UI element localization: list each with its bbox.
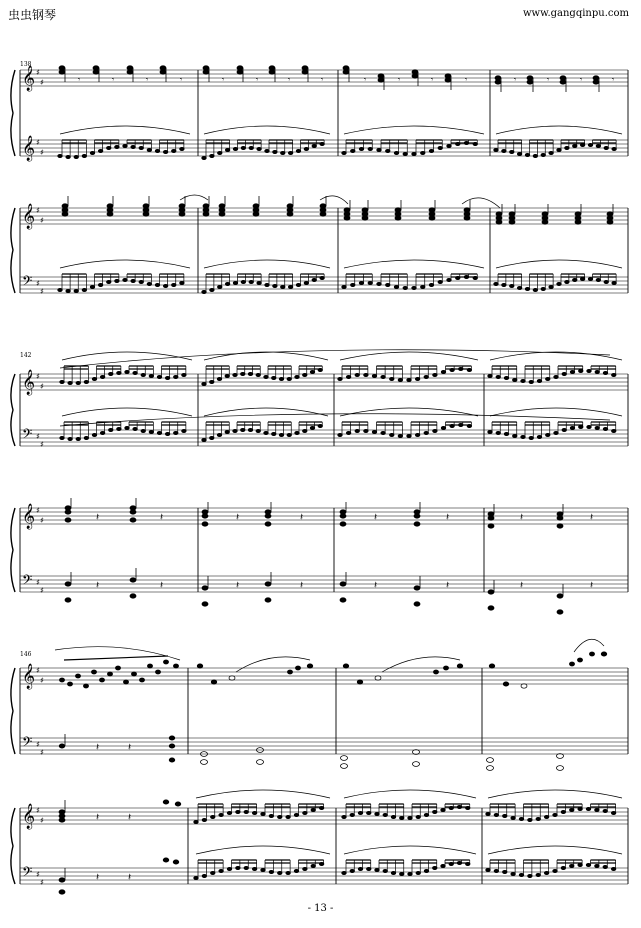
- system-1: [11, 61, 628, 296]
- svg-text:𝄾: 𝄾: [222, 75, 225, 84]
- svg-text:♯: ♯: [40, 148, 44, 157]
- svg-text:𝄞: 𝄞: [22, 136, 36, 161]
- svg-text:♯: ♯: [40, 78, 44, 87]
- svg-text:♯: ♯: [36, 68, 40, 77]
- svg-text:♯: ♯: [36, 578, 40, 587]
- svg-text:♯: ♯: [36, 506, 40, 515]
- svg-text:𝄽: 𝄽: [520, 580, 524, 591]
- svg-text:𝄢: 𝄢: [22, 273, 33, 292]
- svg-text:𝄽: 𝄽: [374, 580, 378, 591]
- svg-text:𝄽: 𝄽: [96, 512, 100, 523]
- measure-number: 138: [20, 61, 32, 68]
- svg-text:♯: ♯: [36, 206, 40, 215]
- svg-text:𝄾: 𝄾: [321, 75, 324, 84]
- svg-text:𝄽: 𝄽: [590, 512, 594, 523]
- svg-text:♯: ♯: [36, 279, 40, 288]
- svg-text:𝄾: 𝄾: [256, 75, 259, 84]
- svg-text:♯: ♯: [36, 806, 40, 815]
- svg-text:𝄾: 𝄾: [398, 75, 401, 84]
- svg-text:𝄾: 𝄾: [112, 75, 115, 84]
- svg-text:𝄽: 𝄽: [96, 580, 100, 591]
- svg-text:𝄽: 𝄽: [128, 742, 132, 753]
- svg-text:𝄢: 𝄢: [22, 734, 33, 753]
- svg-text:𝄾: 𝄾: [580, 75, 583, 84]
- svg-text:♯: ♯: [40, 440, 44, 449]
- svg-text:𝄽: 𝄽: [128, 812, 132, 823]
- svg-text:♯: ♯: [36, 870, 40, 879]
- system-2: [11, 350, 628, 614]
- svg-text:𝄽: 𝄽: [160, 512, 164, 523]
- svg-text:𝄽: 𝄽: [96, 872, 100, 883]
- svg-text:♯: ♯: [40, 516, 44, 525]
- svg-text:𝄞: 𝄞: [22, 66, 36, 91]
- svg-text:♯: ♯: [40, 216, 44, 225]
- svg-text:𝄾: 𝄾: [364, 75, 367, 84]
- svg-text:𝄽: 𝄽: [446, 580, 450, 591]
- svg-text:𝄽: 𝄽: [374, 512, 378, 523]
- svg-text:♯: ♯: [36, 666, 40, 675]
- svg-text:♯: ♯: [40, 287, 44, 296]
- svg-text:♯: ♯: [36, 138, 40, 147]
- site-url[interactable]: www.gangqinpu.com: [522, 8, 629, 19]
- svg-text:𝄢: 𝄢: [22, 426, 33, 445]
- svg-text:𝄽: 𝄽: [590, 580, 594, 591]
- svg-text:𝄾: 𝄾: [465, 75, 468, 84]
- svg-text:𝄽: 𝄽: [236, 580, 240, 591]
- svg-text:𝄞: 𝄞: [22, 370, 36, 395]
- measure-number: 142: [20, 352, 32, 359]
- svg-text:𝄽: 𝄽: [236, 512, 240, 523]
- svg-text:♯: ♯: [40, 816, 44, 825]
- svg-text:𝄾: 𝄾: [180, 75, 183, 84]
- svg-text:♯: ♯: [36, 372, 40, 381]
- svg-text:𝄞: 𝄞: [22, 504, 36, 529]
- svg-text:♯: ♯: [40, 878, 44, 887]
- site-name: 虫虫钢琴: [8, 8, 57, 22]
- svg-text:𝄾: 𝄾: [514, 75, 517, 84]
- svg-text:𝄾: 𝄾: [612, 75, 615, 84]
- svg-text:𝄽: 𝄽: [520, 512, 524, 523]
- svg-text:𝄽: 𝄽: [160, 580, 164, 591]
- svg-text:♯: ♯: [40, 586, 44, 595]
- svg-text:𝄾: 𝄾: [431, 75, 434, 84]
- svg-text:𝄽: 𝄽: [96, 742, 100, 753]
- svg-text:𝄢: 𝄢: [22, 864, 33, 883]
- svg-text:𝄾: 𝄾: [78, 75, 81, 84]
- svg-text:𝄽: 𝄽: [446, 512, 450, 523]
- svg-text:♯: ♯: [40, 676, 44, 685]
- svg-text:𝄢: 𝄢: [22, 572, 33, 591]
- svg-text:𝄽: 𝄽: [96, 812, 100, 823]
- svg-text:𝄞: 𝄞: [22, 804, 36, 829]
- svg-text:𝄾: 𝄾: [288, 75, 291, 84]
- measure-number: 146: [20, 651, 32, 658]
- svg-text:♯: ♯: [36, 740, 40, 749]
- svg-text:𝄞: 𝄞: [22, 204, 36, 229]
- system-3: [11, 639, 628, 894]
- svg-text:𝄽: 𝄽: [128, 872, 132, 883]
- svg-text:𝄽: 𝄽: [300, 512, 304, 523]
- svg-text:𝄽: 𝄽: [300, 580, 304, 591]
- svg-text:♯: ♯: [40, 748, 44, 757]
- page-number: - 13 -: [307, 903, 334, 914]
- svg-text:♯: ♯: [36, 432, 40, 441]
- svg-text:𝄞: 𝄞: [22, 664, 36, 689]
- svg-text:𝄾: 𝄾: [146, 75, 149, 84]
- svg-text:♯: ♯: [40, 382, 44, 391]
- svg-text:𝄾: 𝄾: [547, 75, 550, 84]
